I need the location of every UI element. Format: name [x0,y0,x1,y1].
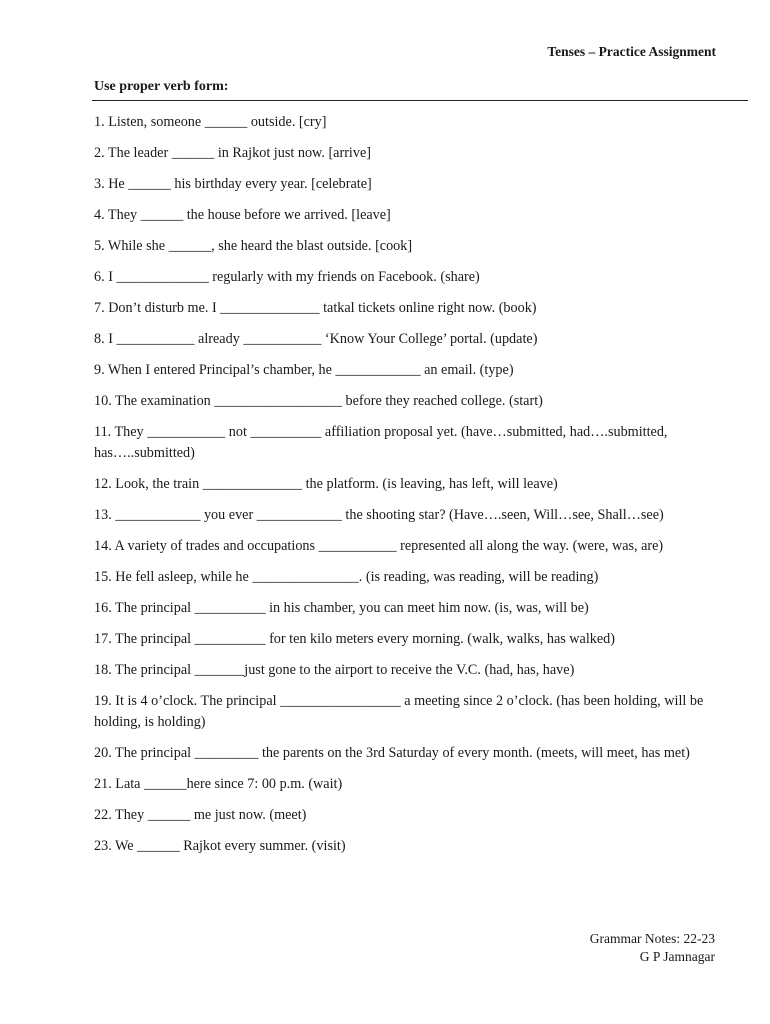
footer-notes-label: Grammar Notes: 22-23 [589,931,715,946]
question-item: 21. Lata ______here since 7: 00 p.m. (wait) [94,776,343,792]
footer-institution: G P Jamnagar [639,949,715,964]
question-item: 9. When I entered Principal’s chamber, he ____________ an email. (type) [94,362,514,378]
question-item: 8. I ___________ already ___________ ‘Know Your College’ portal. (update) [94,331,538,347]
question-item: 13. ____________ you ever ____________ the shooting star? (Have….seen, Will…see, Shall…see) [94,507,664,523]
question-list [94,112,748,867]
question-item: 1. Listen, someone ______ outside. [cry] [94,114,327,130]
question-item: 23. We ______ Rajkot every summer. (visit) [94,838,346,854]
question-item: 17. The principal __________ for ten kilo meters every morning. (walk, walks, has walked) [94,631,616,647]
question-item: 16. The principal __________ in his chamber, you can meet him now. (is, was, will be) [94,600,589,616]
question-item: 3. He ______ his birthday every year. [celebrate] [94,176,372,192]
question-item: 5. While she ______, she heard the blast outside. [cook] [94,238,413,254]
question-item: 20. The principal _________ the parents on the 3rd Saturday of every month. (meets, will meet, has met) [94,745,690,761]
question-item: 18. The principal _______just gone to the airport to receive the V.C. (had, has, have) [94,662,575,678]
question-item: 19. It is 4 o’clock. The principal _________________ a meeting since 2 o’clock. (has been holding, will be holding, is holding) [94,693,704,730]
question-item: 10. The examination __________________ before they reached college. (start) [94,393,543,409]
question-item: 12. Look, the train ______________ the platform. (is leaving, has left, will leave) [94,476,558,492]
question-item: 22. They ______ me just now. (meet) [94,807,307,823]
question-item: 4. They ______ the house before we arrived. [leave] [94,207,391,223]
question-item: 6. I _____________ regularly with my friends on Facebook. (share) [94,269,480,285]
page-header-title: Tenses – Practice Assignment [547,44,716,59]
question-item: 11. They ___________ not __________ affiliation proposal yet. (have…submitted, had….submitted, has…..submitted) [94,424,668,461]
heading-divider [92,100,748,101]
question-item: 15. He fell asleep, while he _______________. (is reading, was reading, will be reading) [94,569,599,585]
question-item: 14. A variety of trades and occupations ___________ represented all along the way. (were, was, are) [94,538,664,554]
question-item: 7. Don’t disturb me. I ______________ tatkal tickets online right now. (book) [94,300,537,316]
question-item: 2. The leader ______ in Rajkot just now. [arrive] [94,145,371,161]
page-footer [590,930,715,966]
section-heading: Use proper verb form: [94,79,229,94]
